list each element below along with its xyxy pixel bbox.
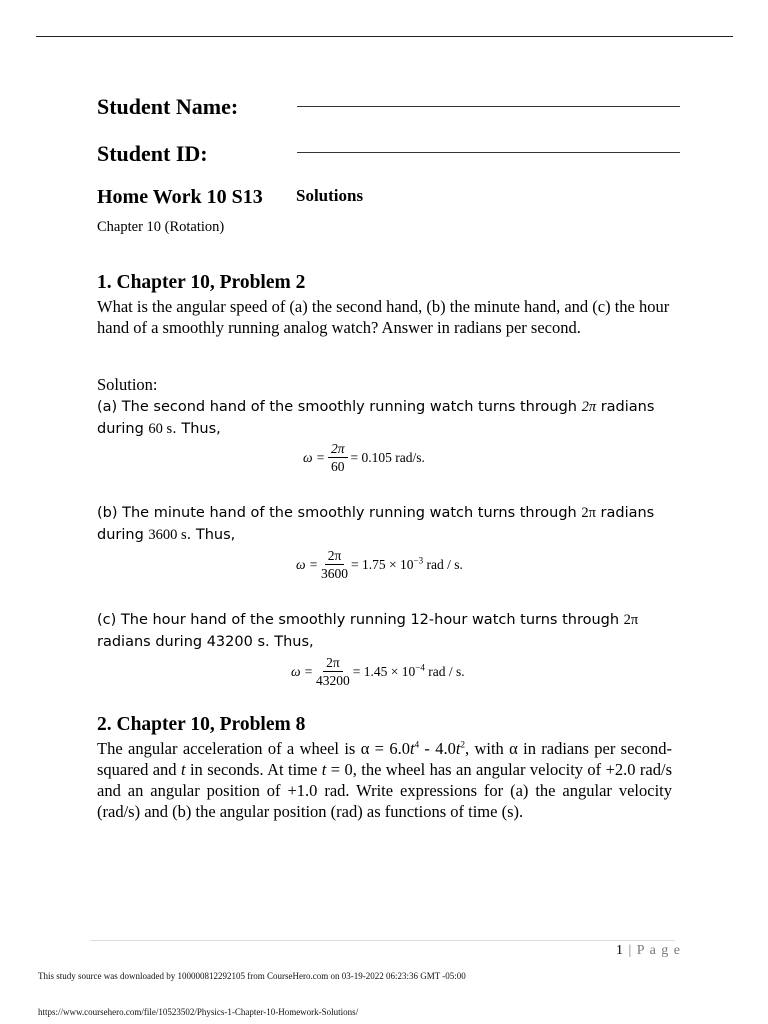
problem1-text: What is the angular speed of (a) the second hand, (b) the minute hand, and (c) the hour hand of a smoothly running analog watch? Answer in radians per second. xyxy=(97,297,670,337)
equation-a: ω = $\frac{2\pi}{60}$ = 0.105 rad/s. xyxy=(303,441,425,474)
student-name-label: Student Name: xyxy=(97,94,239,119)
chapter-subtitle: Chapter 10 (Rotation) xyxy=(97,219,225,235)
problem2-text: The angular acceleration of a wheel is $\alpha = 6.0t^4 - 4.0t^2$, with α in radians per second-squared and t in seconds. At time t = 0, the wheel has an angular velocity of +2.0 rad/s and an angular position of +1.0 rad. Write expressions for (a) the angular velocity (rad/s) and (b) the angular position (rad) as functions of time (s). xyxy=(97,739,673,821)
solution-a-text: (a) The second hand of the smoothly running watch turns through 2π radians during 60 s. Thus, xyxy=(97,399,655,437)
equation-c: ω = $\frac{2\pi}{43200}$ = $1.45 \times 10^{-4}$ rad / s. xyxy=(291,655,465,688)
solution-c-text: (c) The hour hand of the smoothly running 12-hour watch turns through 2π radians during 43200 s. Thus, xyxy=(97,612,639,650)
solution-b-text: (b) The minute hand of the smoothly running watch turns through 2π radians during 3600 s. Thus, xyxy=(97,505,655,543)
problem1-heading: 1. Chapter 10, Problem 2 xyxy=(97,272,306,293)
student-name-blank xyxy=(297,106,680,107)
homework-title: Home Work 10 S13 xyxy=(97,186,263,208)
student-id-label: Student ID: xyxy=(97,141,208,166)
problem2-heading: 2. Chapter 10, Problem 8 xyxy=(97,714,306,735)
solutions-title: Solutions xyxy=(296,186,364,205)
equation-b: ω = $\frac{2\pi}{3600}$ = $1.75 \times 10^{-3}$ rad / s. xyxy=(296,548,463,581)
student-id-blank xyxy=(297,152,680,153)
top-divider xyxy=(36,36,733,37)
footer-divider xyxy=(90,940,675,941)
source-url[interactable]: https://www.coursehero.com/file/10523502/Physics-1-Chapter-10-Homework-Solutions/ xyxy=(38,1007,359,1017)
page-number: 1 | P a g e xyxy=(616,943,681,958)
study-source-note: This study source was downloaded by 100000812292105 from CourseHero.com on 03-19-2022 06:23:36 GMT -05:00 xyxy=(38,971,466,981)
solution-label: Solution: xyxy=(97,375,158,394)
